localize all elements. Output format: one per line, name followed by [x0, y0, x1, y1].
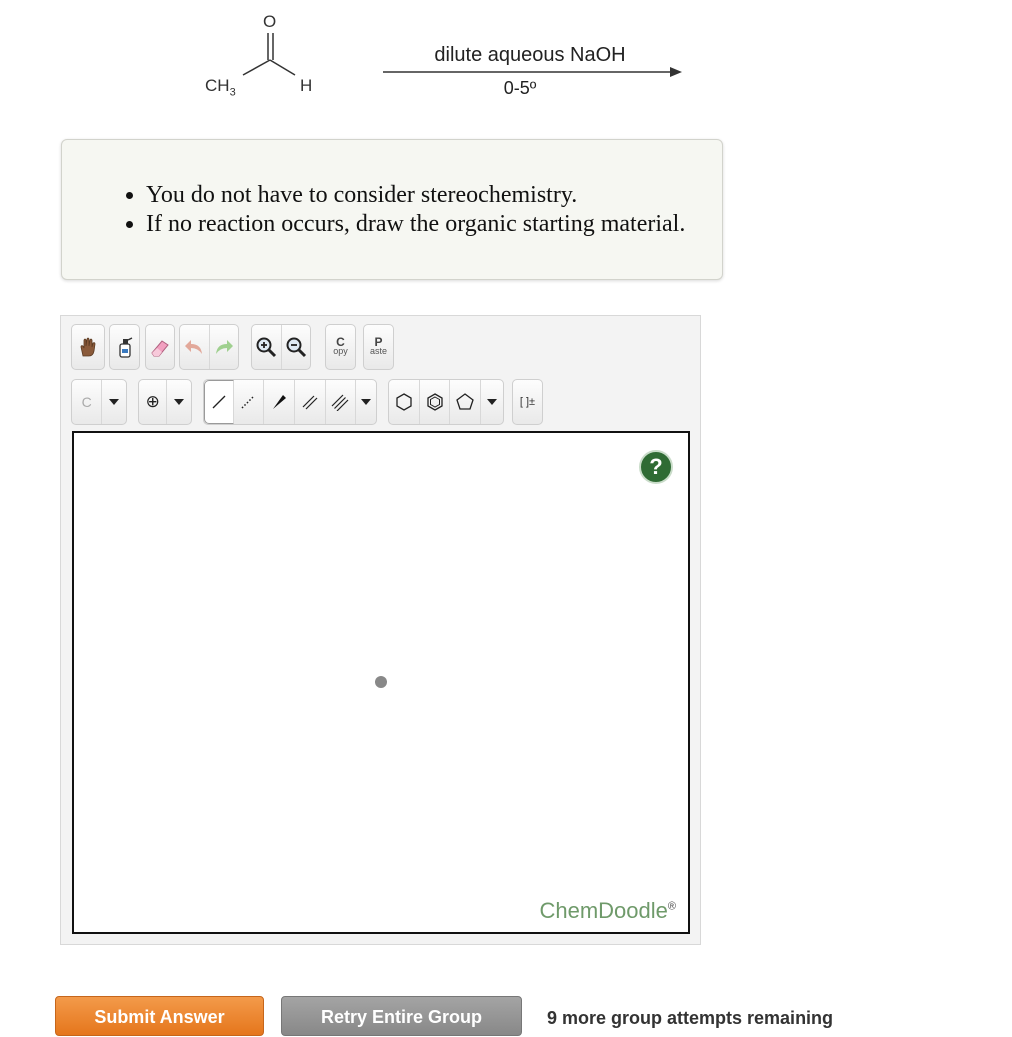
hexagon-icon — [394, 392, 414, 412]
methyl-label: $CH_3$ — [205, 76, 236, 99]
help-icon[interactable]: ? — [639, 450, 673, 484]
oxygen-label: O — [263, 12, 277, 31]
reaction-scheme — [0, 0, 720, 120]
cyclopentane-button[interactable] — [450, 380, 481, 424]
dashed-bond-icon — [239, 393, 257, 411]
zoom-in-icon — [255, 336, 277, 358]
registered-mark: ® — [667, 900, 676, 913]
chevron-down-icon[interactable] — [356, 380, 376, 424]
eraser-button[interactable] — [145, 324, 175, 370]
chemdoodle-editor — [60, 315, 701, 945]
attempts-remaining-text: 9 more group attempts remaining — [547, 1008, 834, 1028]
bond-tools-group — [203, 379, 377, 425]
instruction-item: • You do not have to consider stereochemistry. — [146, 181, 685, 210]
element-label: C — [72, 380, 102, 424]
reagent-label: dilute aqueous NaOH — [434, 44, 626, 66]
wedge-bond-icon — [270, 393, 288, 411]
dashed-bond-button[interactable] — [234, 380, 265, 424]
chemdoodle-logo — [539, 898, 676, 924]
copy-button[interactable] — [325, 324, 356, 370]
double-bond-icon — [301, 393, 319, 411]
chevron-down-icon[interactable] — [481, 380, 503, 424]
chevron-down-icon[interactable] — [102, 380, 126, 424]
single-bond-button[interactable] — [204, 380, 234, 424]
spray-bottle-icon — [116, 335, 134, 359]
triple-bond-icon — [331, 393, 349, 411]
instruction-item: • If no reaction occurs, draw the organic starting material. — [146, 210, 685, 239]
element-selector[interactable] — [71, 379, 127, 425]
zoom-out-icon — [285, 336, 307, 358]
retry-group-button[interactable]: Retry Entire Group — [281, 996, 522, 1036]
wedge-bond-button[interactable] — [264, 380, 295, 424]
bracket-charge-button[interactable]: [ ]± — [512, 379, 543, 425]
benzene-icon — [425, 392, 445, 412]
redo-icon — [213, 337, 235, 357]
redo-button[interactable] — [210, 325, 239, 369]
instructions-box — [61, 139, 723, 280]
charge-selector[interactable] — [138, 379, 192, 425]
double-bond-button[interactable] — [295, 380, 326, 424]
paste-label-bottom: aste — [369, 346, 387, 356]
paste-button[interactable] — [363, 324, 394, 370]
ring-tools-group — [388, 379, 504, 425]
undo-button[interactable] — [180, 325, 210, 369]
submit-answer-button[interactable]: Submit Answer — [55, 996, 264, 1036]
hand-icon — [77, 336, 99, 358]
pentagon-icon — [455, 392, 475, 412]
benzene-button[interactable] — [420, 380, 451, 424]
clear-tool-button[interactable] — [109, 324, 140, 370]
cyclohexane-button[interactable] — [389, 380, 420, 424]
drawing-canvas[interactable] — [72, 431, 690, 934]
paste-label-top: P — [374, 335, 383, 349]
triple-bond-button[interactable] — [326, 380, 357, 424]
charge-icon: ⊕ — [139, 380, 167, 424]
instructions-list — [62, 181, 685, 239]
undo-redo-group — [179, 324, 239, 370]
single-bond-icon — [210, 393, 228, 411]
zoom-group — [251, 324, 311, 370]
chevron-down-icon[interactable] — [167, 380, 191, 424]
hydrogen-label: H — [300, 76, 313, 95]
copy-icon — [333, 335, 348, 356]
copy-label-bottom: opy — [333, 346, 348, 356]
zoom-out-button[interactable] — [282, 325, 311, 369]
canvas-center-dot — [375, 676, 387, 688]
paste-icon — [369, 335, 387, 356]
undo-icon — [183, 337, 205, 357]
brand-name: ChemDoodle — [539, 898, 668, 923]
copy-label-top: C — [336, 335, 345, 349]
pan-tool-button[interactable] — [71, 324, 105, 370]
eraser-icon — [149, 336, 171, 358]
zoom-in-button[interactable] — [252, 325, 282, 369]
condition-label: 0-5º — [503, 78, 537, 98]
